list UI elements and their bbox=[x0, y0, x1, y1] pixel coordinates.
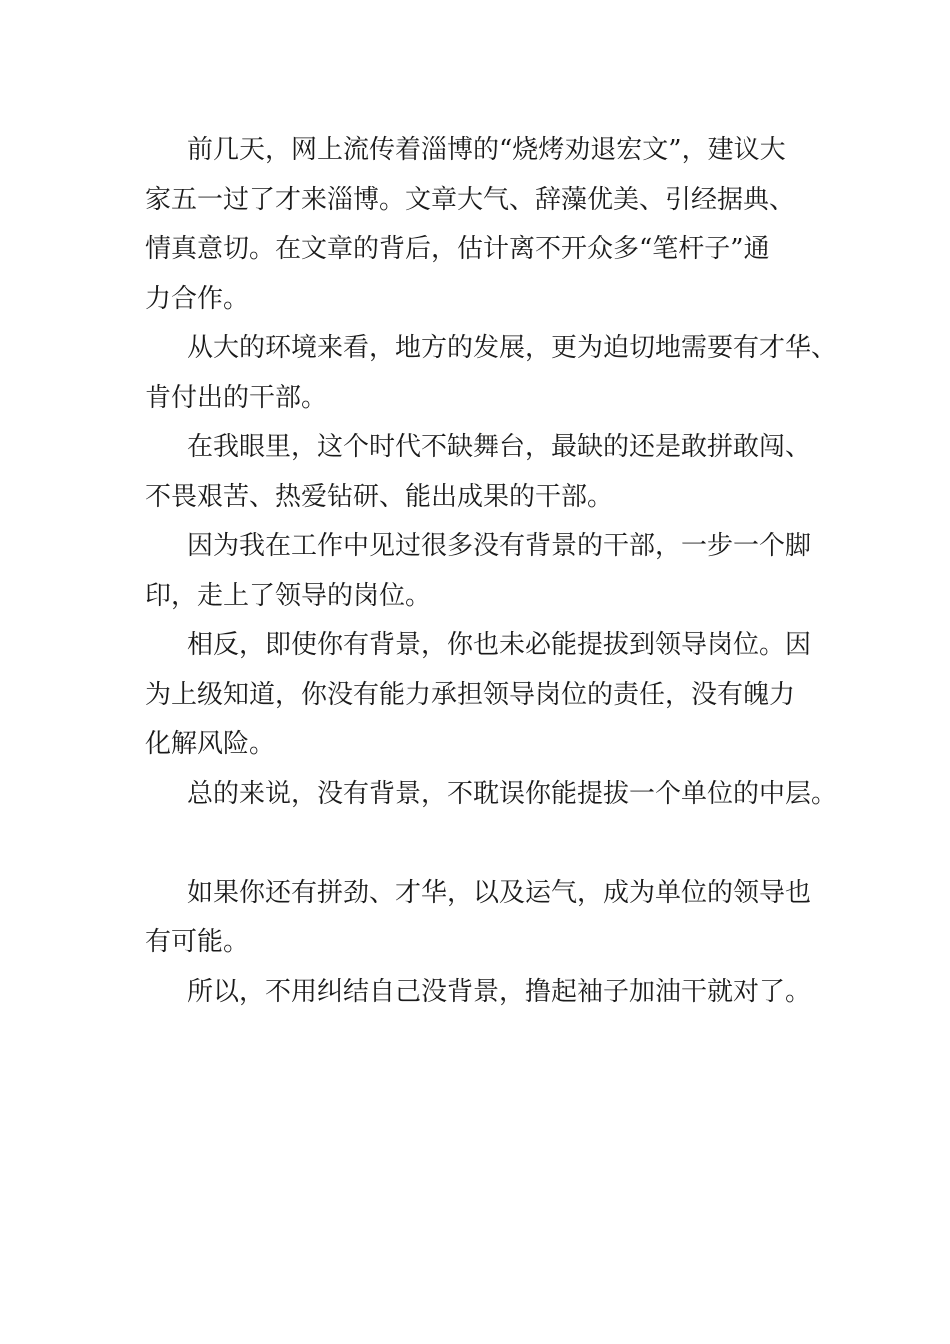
text-line: 有可能。 bbox=[145, 927, 250, 957]
text-line: 家五一过了才来淄博。文章大气、辞藻优美、引经据典、 bbox=[145, 184, 796, 215]
text-line: 在我眼里，这个时代不缺舞台，最缺的还是敢拼敢闯、 bbox=[187, 432, 812, 462]
text-line: 因为我在工作中见过很多没有背景的干部，一步一个脚 bbox=[187, 531, 812, 561]
paragraph bbox=[145, 324, 838, 423]
text-line: 总的来说，没有背景，不耽误你能提拔一个单位的中层。 bbox=[187, 778, 838, 809]
paragraph bbox=[145, 423, 825, 522]
paragraph bbox=[145, 869, 825, 968]
text-line: 如果你还有拼劲、才华，以及运气，成为单位的领导也 bbox=[187, 877, 812, 908]
paragraph bbox=[145, 968, 825, 1018]
text-line: 情真意切。在文章的背后，估计离不开众多“笔杆子”通 bbox=[145, 234, 770, 264]
text-line: 不畏艰苦、热爱钻研、能出成果的干部。 bbox=[145, 481, 614, 512]
paragraph bbox=[145, 770, 838, 820]
paragraph-gap bbox=[145, 819, 825, 869]
paragraph bbox=[145, 522, 825, 621]
text-line: 印，走上了领导的岗位。 bbox=[145, 580, 432, 611]
text-line: 所以，不用纠结自己没背景，撸起袖子加油干就对了。 bbox=[187, 976, 812, 1007]
paragraph bbox=[145, 621, 825, 770]
paragraph bbox=[145, 126, 825, 324]
text-line: 前几天，网上流传着淄博的“烧烤劝退宏文”，建议大 bbox=[187, 135, 786, 165]
text-line: 化解风险。 bbox=[145, 729, 276, 759]
text-line: 相反，即使你有背景，你也未必能提拔到领导岗位。因 bbox=[187, 630, 812, 660]
text-line: 肯付出的干部。 bbox=[145, 382, 328, 413]
text-line: 为上级知道，你没有能力承担领导岗位的责任，没有魄力 bbox=[145, 679, 796, 710]
text-line: 力合作。 bbox=[145, 283, 250, 314]
text-line: 从大的环境来看，地方的发展，更为迫切地需要有才华、 bbox=[187, 333, 838, 363]
article-body bbox=[145, 126, 838, 1017]
